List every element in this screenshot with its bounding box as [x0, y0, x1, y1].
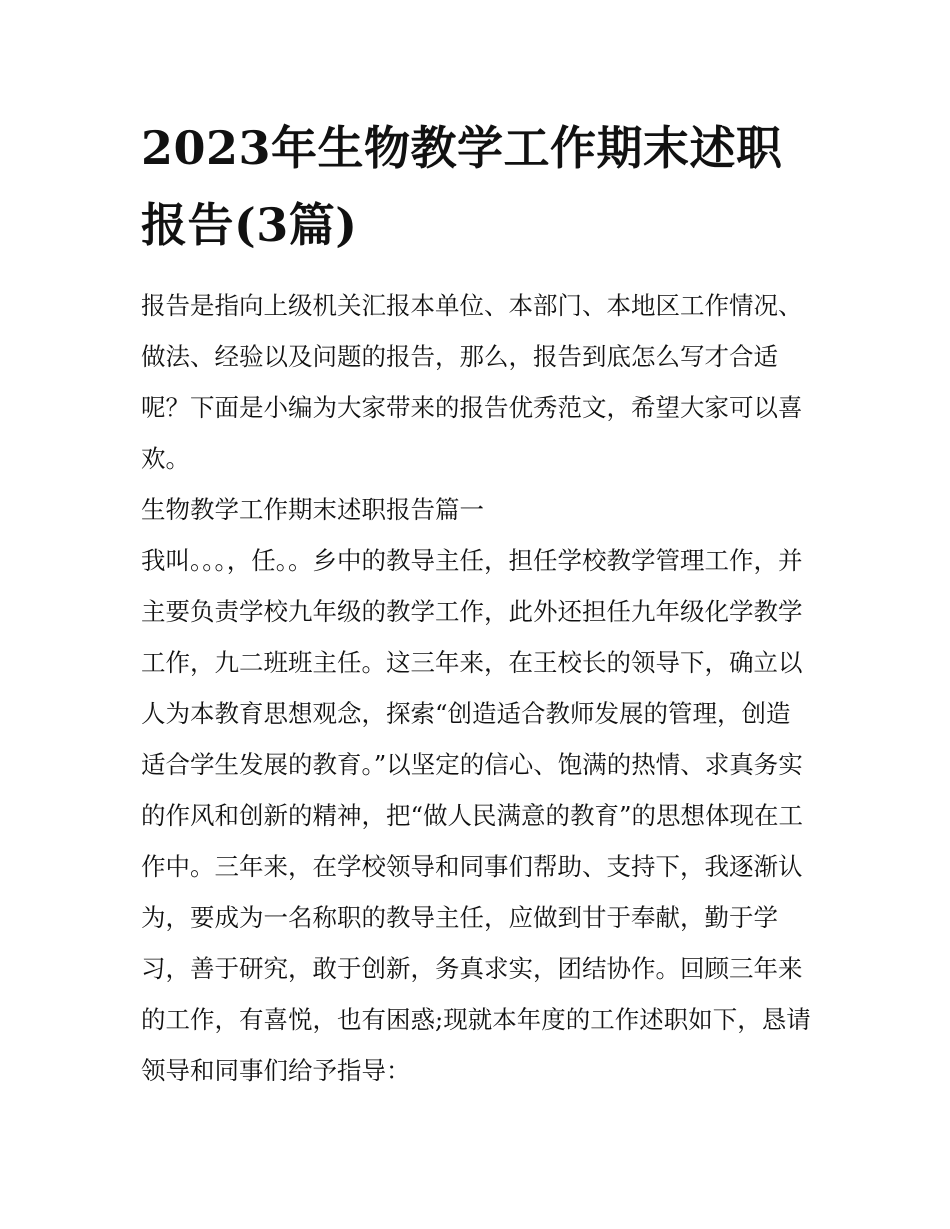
- document-title: 2023年生物教学工作期末述职报告(3篇): [141, 121, 783, 252]
- intro-paragraph: 报告是指向上级机关汇报本单位、本部门、本地区工作情况、做法、经验以及问题的报告，那么，报告到底怎么写才合适呢？下面是小编为大家带来的报告优秀范文，希望大家可以喜欢。: [141, 291, 803, 473]
- section-heading: 生物教学工作期末述职报告篇一: [141, 495, 484, 524]
- body-paragraph: 我叫。。。，任。。乡中的教导主任，担任学校教学管理工作，并主要负责学校九年级的教学工作，此外还担任九年级化学教学工作，九二班班主任。这三年来，在王校长的领导下，确立以人为本教育思想观念，探索“创造适合教师发展的管理，创造适合学生发展的教育。”以坚定的信心、饱满的热情、求真务实的作风和创新的精神，把“做人民满意的教育”的思想体现在工作中。三年来，在学校领导和同事们帮助、支持下，我逐渐认为，要成为一名称职的教导主任，应做到甘于奉献，勤于学习，善于研究，敢于创新，务真求实，团结协作。回顾三年来的工作，有喜悦，也有困惑;现就本年度的工作述职如下，恳请领导和同事们给予指导：: [141, 546, 811, 1085]
